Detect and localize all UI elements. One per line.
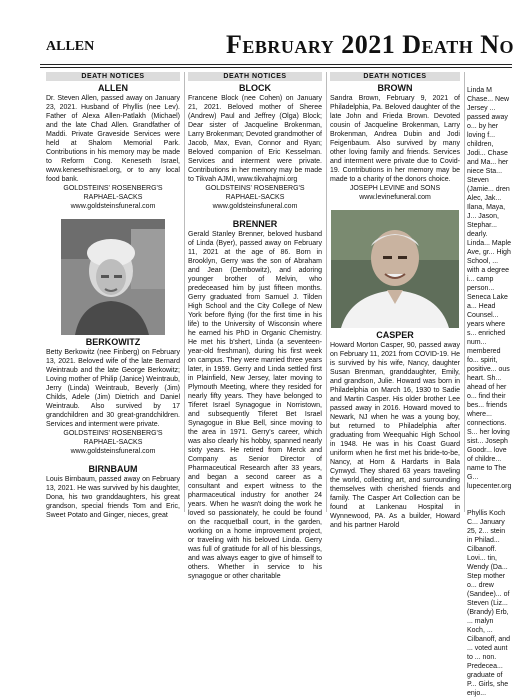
page-header — [0, 0, 512, 66]
header-rule — [40, 64, 512, 65]
header-rule-thin — [40, 67, 512, 68]
page-title: February 2021 Death No — [226, 30, 514, 59]
obituary-text: Phyllis Koch C... January 25, 2... stein in Philad... Cilbanoff. Lovi... tin, Wendy (Da... Step mother o... drew (Sandee)... of Steven (Liz... (Brandy) Erb, ... malyn Koch, ... Cilbanoff, and ... voted aunt to ... non. Predecea... graduate of P... Girls, she enjo... — [467, 510, 511, 697]
funeral-home-name: GOLDSTEINS' ROSENBERG'S — [63, 185, 163, 192]
obituary-text: Francene Block (nee Cohen) on January 21, 2021. Beloved mother of Sheree (Andrew) Paul and Jeffrey (Olga) Block; Dear sister of Jacqueline Brokenman, Larry Brokenman; Devoted grandmother of Jacob, Max, Evan, Connor and Ryan; Beloved companion of Eric Kesselman. Services and interment were private. Contributions in her memory may be made to Tikvah AJMI, www.tikvahajmi.org — [188, 95, 322, 183]
column-divider — [464, 72, 465, 512]
obituary-text: Louis Birnbaum, passed away on February 13, 2021. He was survived by his daughter, Dona, his two granddaughters, his great grandson, special friends Tom and Eric, Sweet Potato and Ginger, nieces, great — [46, 476, 180, 519]
obituary-text: Sandra Brown, February 9, 2021 of Philadelphia, Pa. Beloved daughter of the late John and Frieda Brown. Devoted cousin of Jacqueline Brokenman, Larry Brokenman, Andrea Dubin and Jodi Feigenbaum. Also survived by many other loving family and friends. Services and interment were private due to Covid-19. Contributions in her memory may be made to a charity of the donors choice. — [330, 95, 460, 183]
funeral-home-name: GOLDSTEINS' ROSENBERG'S — [205, 185, 305, 192]
portrait-photo-casper — [331, 210, 459, 328]
obituary-text: Linda M Chase... New Jersey ... passed away o... by her loving f... children, Jodi... Chase and Ma... her niece Sta... Steven (Jamie... dren Alec, Jak... Ilana, Maya, J... Jason, Stephar... dearly. Linda... Maple Ave, gr... High School, ... with a degree i... camp person... Seneca Lake a... Head Counsel... years where s... enriched num... membered fo... spirit, positive... ous heart. Sh... ahead of her o... find their bes... friends where... connections. S... her loving sist... Joseph Goodr... love of childre... name to The G... lupecenter.org — [467, 87, 512, 490]
obituary-name: ALLEN — [98, 83, 128, 93]
funeral-home-url: www.goldsteinsfuneral.com — [70, 448, 156, 455]
column-2 — [188, 72, 322, 580]
obituary-name: BRENNER — [232, 219, 278, 229]
funeral-home-name-2: RAPHAEL-SACKS — [83, 439, 143, 446]
obituary-text: Gerald Stanley Brenner, beloved husband of Linda (Byer), passed away on February 11, 2021 at the age of 86. Born in Brooklyn, Gerry was the son of Abraham and Jean (Dembowitz), and adoring younger brother of Melvin, who predeceased him by just fifteen months. Gerry graduated from Samuel J. Tilden High School and the City College of New York before flying (for the first time in his life) to the University of Wisconsin where he earned his PhD in Organic Chemistry. He met his b'shert, Linda (a seventeen-year-old freshman), during his first week on campus. They were married three years later, in 1959. Gerry and Linda settled first in Plainfield, New Jersey, later moving to Plymouth Meeting, where they resided for nearly fifty years. They have belonged to Tiferet Israel Synagogue in Norristown, and subsequently Tiferet Bet Israel Synagogue in Blue Bell, since moving to the area in 1971. Gerry's career, which was also clearly his hobby, spanned nearly sixty years. He retired from Merck and Company as Senior Director of Pharmaceutical Research after 33 years, and began a second career as a consultant and expert witness to the pharmaceutical industry for another 24 years. When he wasn't doing the work he loved so passionately, he could be found on the racquetball court, in the garden, working on a home improvement project, or traveling with his beloved Linda. Gerry was full of gratitude for all of his blessings, and was always eager to give of himself to others. Whether in service to his synagogue or other charitable — [188, 231, 322, 580]
funeral-home-url: www.goldsteinsfuneral.com — [70, 203, 156, 210]
column-header: DEATH NOTICES — [330, 72, 460, 81]
obituary-name: BIRNBAUM — [88, 464, 138, 474]
funeral-home-name: JOSEPH LEVINE and SONS — [349, 185, 441, 192]
obituary-text: Betty Berkowitz (nee Finberg) on February 13, 2021. Beloved wife of the late Bernard Weintraub and the late George Berkowitz; Loving mother of Philip (Janice) Weintraub, Jerry (Linda) Weintraub, Beverly (Jim) Childs, Adele (Jim) Dietrich and Daniel Weintraub. Also survived by 17 grandchildren and 30 great-grandchildren. Services and interment were private. — [46, 349, 180, 428]
obituary-name: BROWN — [377, 83, 413, 93]
obituary-text: Howard Morton Casper, 90, passed away on February 11, 2021 from COVID-19. He is survived by his wife, Nancy, daughter Susan Brenman, granddaughter, Emily, and grandson, Julie. Howard was born in Philadelphia on March 16, 1930 to Sadie and Martin Casper. His older brother Lee passed away in 2016. Howard moved to Newark, NJ when he was a young boy, but returned to Philadelphia after graduating from Weequahic High School in 1948. He was in his Coast Guard uniform when he first met his bride-to-be, Nancy, at Horn & Hardarts in Bala Cynwyd. They shared 63 years traveling the world, collecting art, and surrounding themselves with cherished friends and family. The Casper Art Collection can be found at Lankenau Hospital in Wynnewood, PA. As a builder, Howard and his partner Harold — [330, 342, 460, 529]
column-header: DEATH NOTICES — [188, 72, 322, 81]
obituary-name: BLOCK — [239, 83, 271, 93]
funeral-home-url: www.goldsteinsfuneral.com — [212, 203, 298, 210]
funeral-home-name: GOLDSTEINS' ROSENBERG'S — [63, 430, 163, 437]
section-name-tag: ALLEN — [46, 39, 95, 54]
column-divider — [184, 72, 185, 512]
column-header: DEATH NOTICES — [46, 72, 180, 81]
funeral-home-url: www.levinefuneral.com — [359, 194, 431, 201]
column-3 — [330, 72, 460, 529]
column-1 — [46, 72, 180, 519]
column-4-partial — [467, 72, 512, 697]
portrait-photo-berkowitz — [61, 219, 165, 335]
obituary-name: BERKOWITZ — [85, 337, 141, 347]
funeral-home-name-2: RAPHAEL-SACKS — [83, 194, 143, 201]
column-divider — [326, 72, 327, 512]
funeral-home-name-2: RAPHAEL-SACKS — [225, 194, 285, 201]
obituary-text: Dr. Steven Allen, passed away on January 23, 2021. Husband of Phyllis (nee Lev). Father of Alexa Allen-Patlakh (Michael) and the late Chad Allen. Grandfather of Maddi. Private Graveside Services were held at Shalom Memorial Park. Contributions in his memory may be made to Reform Cong. Keneseth Israel, www.kenesethisrael.org, or to any local food bank. — [46, 95, 180, 183]
obituary-name: CASPER — [376, 330, 414, 340]
